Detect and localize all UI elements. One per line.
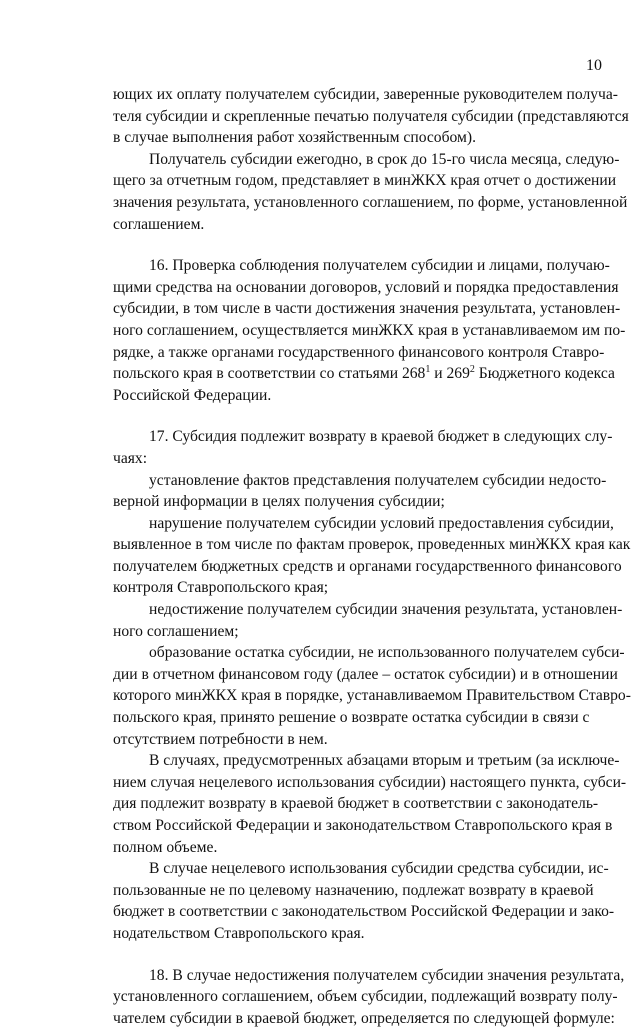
text-line: В случаях, предусмотренных абзацами вторым и третьим (за исключе- bbox=[149, 752, 620, 770]
text-line: ством Российской Федерации и законодательством Ставропольского края в bbox=[113, 817, 613, 834]
paragraph-gap bbox=[113, 235, 605, 255]
text-line: выявленное в том числе по фактам проверок, проведенных минЖКХ края как bbox=[113, 536, 631, 554]
text-line: полном объеме. bbox=[113, 838, 218, 856]
paragraph-item-18 bbox=[113, 965, 625, 1029]
text-line: теля субсидии и скрепленные печатью получателя субсидии (представляются bbox=[113, 107, 629, 125]
paragraph-item-16 bbox=[113, 255, 626, 406]
superscript: 1 bbox=[425, 364, 431, 376]
paragraph-gap bbox=[113, 945, 605, 965]
paragraph-non-achievement bbox=[113, 599, 623, 642]
text-line: чаях: bbox=[113, 449, 148, 467]
text-line: нием случая нецелевого использования субсидии) настоящего пункта, субси- bbox=[113, 773, 627, 791]
text-line: дия подлежит возврату в краевой бюджет в соответствии с законодатель- bbox=[113, 795, 599, 813]
text-line: Российской Федерации. bbox=[113, 386, 272, 404]
text-line: получателем бюджетных средств и органами государственного финансового bbox=[113, 557, 622, 575]
text-line: верной информации в целях получения субсидии; bbox=[113, 493, 445, 511]
text-line: образование остатка субсидии, не использованного получателем субси- bbox=[149, 644, 625, 662]
document-body bbox=[113, 84, 631, 1029]
text-line: чателем субсидии в краевой бюджет, определяется по следующей формуле: bbox=[113, 1009, 615, 1027]
text-line: дии в отчетном финансовом году (далее – остаток субсидии) и в отношении bbox=[113, 665, 618, 683]
text-line: пользованные не по целевому назначению, подлежат возврату в краевой bbox=[113, 881, 594, 899]
text-fragment: Бюджетного кодекса bbox=[474, 365, 615, 383]
text-line: польского края, принято решение о возврате остатка субсидии в связи с bbox=[113, 709, 590, 727]
paragraph-violation bbox=[113, 513, 631, 599]
text-line: которого минЖКХ края в порядке, устанавливаемом Правительством Ставро- bbox=[113, 687, 631, 705]
text-line: щего за отчетным годом, представляет в минЖКХ края отчет о достижении bbox=[113, 172, 617, 190]
text-line: 18. В случае недостижения получателем субсидии значения результата, bbox=[149, 966, 625, 984]
paragraph-continuation bbox=[113, 84, 629, 149]
text-line-with-superscripts bbox=[113, 363, 615, 385]
text-line: значения результата, установленного соглашением, по форме, установленной bbox=[113, 193, 628, 211]
paragraph-item-17 bbox=[113, 426, 613, 469]
paragraph-full-return bbox=[113, 750, 627, 858]
text-line: бюджет в соответствии с законодательством Российской Федерации и зако- bbox=[113, 903, 615, 921]
text-line: нарушение получателем субсидии условий предоставления субсидии, bbox=[149, 514, 614, 532]
paragraph-gap bbox=[113, 406, 605, 426]
text-line: 17. Субсидия подлежит возврату в краевой бюджет в следующих слу- bbox=[149, 428, 613, 446]
paragraph-report bbox=[113, 149, 628, 235]
paragraph-false-info bbox=[113, 470, 605, 513]
text-line: установленного соглашением, объем субсидии, подлежащий возврату полу- bbox=[113, 988, 618, 1006]
text-line: соглашением. bbox=[113, 215, 205, 233]
text-line: контроля Ставропольского края; bbox=[113, 579, 329, 597]
text-fragment: и 269 bbox=[430, 365, 470, 383]
text-line: ющих их оплату получателем субсидии, заверенные руководителем получа- bbox=[113, 86, 618, 103]
text-line: ного соглашением, осуществляется минЖКХ края в устанавливаемом им по- bbox=[113, 321, 626, 339]
text-line: 16. Проверка соблюдения получателем субсидии и лицами, получаю- bbox=[149, 257, 610, 275]
text-line: нодательством Ставропольского края. bbox=[113, 924, 365, 942]
text-line: ного соглашением; bbox=[113, 622, 239, 640]
text-line: щими средства на основании договоров, условий и порядка предоставления bbox=[113, 278, 619, 296]
text-line: рядке, а также органами государственного финансового контроля Ставро- bbox=[113, 343, 605, 361]
superscript: 2 bbox=[469, 364, 475, 376]
text-line: отсутствием потребности в нем. bbox=[113, 730, 328, 748]
paragraph-remainder bbox=[113, 642, 631, 750]
text-line: недостижение получателем субсидии значения результата, установлен- bbox=[149, 601, 623, 619]
text-line: субсидии, в том числе в части достижения значения результата, установлен- bbox=[113, 300, 621, 318]
text-line: в случае выполнения работ хозяйственным способом). bbox=[113, 129, 476, 147]
paragraph-misuse bbox=[113, 858, 615, 944]
text-line: В случае нецелевого использования субсидии средства субсидии, ис- bbox=[149, 860, 609, 878]
text-line: установление фактов представления получателем субсидии недосто- bbox=[149, 471, 607, 489]
text-fragment: польского края в соответствии со статьями 268 bbox=[113, 365, 426, 383]
text-line: Получатель субсидии ежегодно, в срок до 15-го числа месяца, следую- bbox=[149, 150, 620, 168]
page-number: 10 bbox=[586, 57, 602, 74]
